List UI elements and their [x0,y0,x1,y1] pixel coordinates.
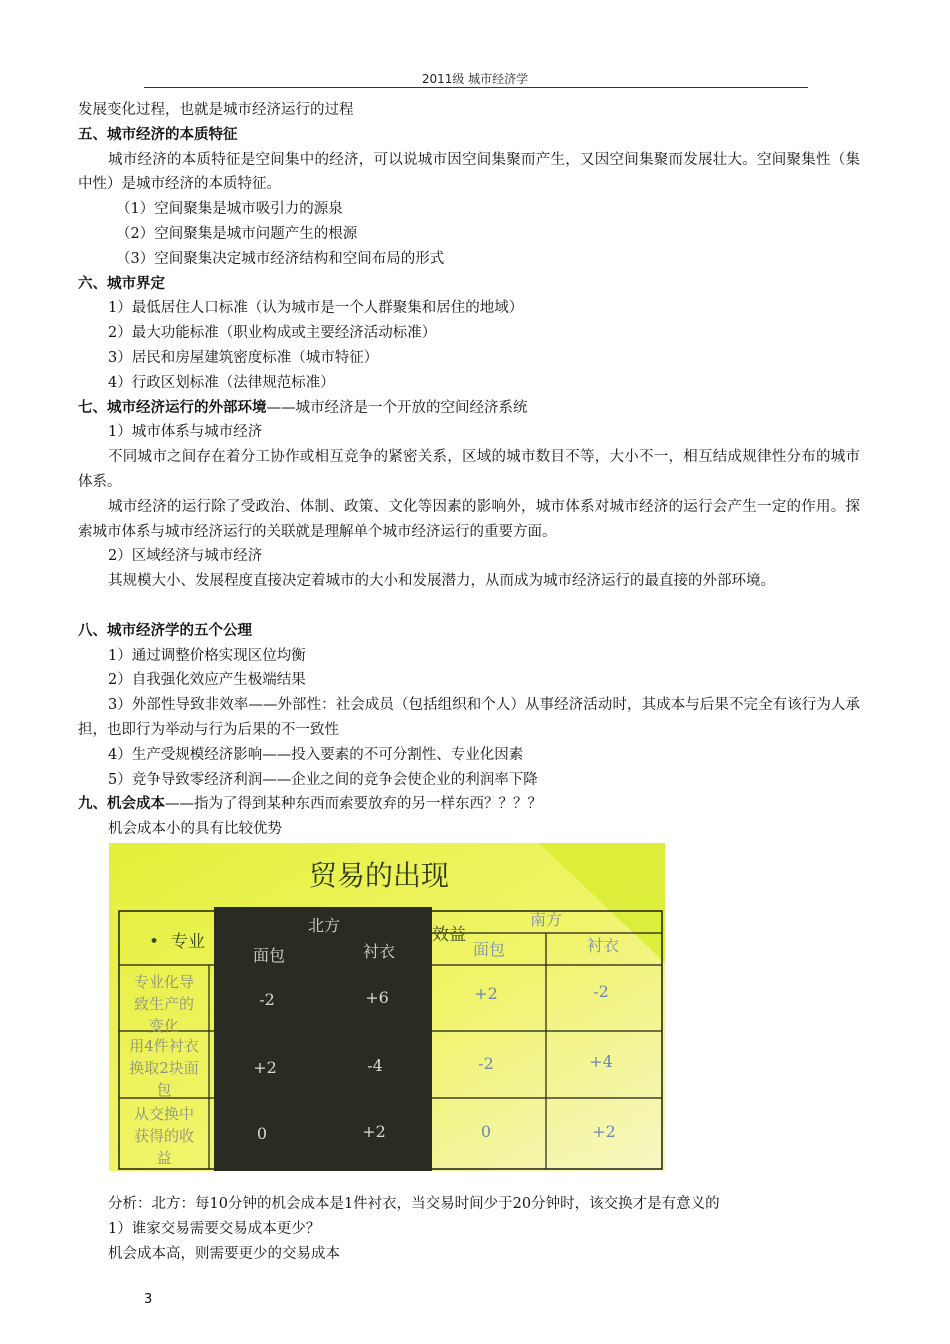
slide-title: 贸易的出现 [308,859,450,892]
paragraph: 其规模大小、发展程度直接决定着城市的大小和发展潜力，从而成为城市经济运行的最直接的外部环境。 [108,573,775,590]
page-number: 3 [144,1292,153,1307]
slide-col-header: 面包 [252,946,286,965]
slide-row-label: 换取2块面 [129,1059,199,1077]
body-line: 机会成本小的具有比较优势 [108,821,282,838]
slide-north-header: 北方 [307,916,341,935]
section-heading-7: 七、城市经济运行的外部环境 [78,399,267,416]
body-line: 分析：北方：每10分钟的机会成本是1件衬衣，当交易时间少于20分钟时，该交换才是有意义的 [108,1196,720,1212]
slide-cell: -2 [593,982,609,1001]
section-heading-9-line [78,792,860,817]
slide-row-label: 包 [156,1081,172,1099]
slide-row-label: 从交换中 [133,1105,195,1123]
body-line: 1）谁家交易需要交易成本更少？ [108,1220,321,1237]
list-item: 4）生产受规模经济影响——投入要素的不可分割性、专业化因素 [108,746,524,763]
slide-cell: 0 [256,1124,268,1143]
slide-cell: -2 [478,1054,494,1073]
slide-cell: -4 [367,1056,383,1075]
slide-bullet: • [149,932,160,952]
slide-cell: +2 [362,1122,386,1141]
paragraph: 不同城市之间存在着分工协作或相互竞争的紧密关系，区域的城市数目不等，大小不一，相互结成规律性分布的城市体系。 [78,449,860,490]
section-heading-6: 六、城市界定 [78,275,165,292]
slide-corner-text: 效益 [432,925,466,945]
list-item: 1）通过调整价格实现区位均衡 [108,647,306,664]
slide-dark-block [214,907,432,1171]
slide-south-header: 南方 [529,910,563,929]
slide-row-label: 益 [156,1149,172,1167]
slide-cell: +4 [589,1052,613,1071]
list-item: （1）空间聚集是城市吸引力的源泉 [116,201,343,218]
list-item: （3）空间聚集决定城市经济结构和空间布局的形式 [116,250,445,267]
heading-note: ——指为了得到某种东西而索要放弃的另一样东西？？？？ [165,796,542,813]
slide-photo-drawing [109,843,665,1171]
list-item: 2）自我强化效应产生极端结果 [108,672,306,689]
slide-cell: +2 [474,984,498,1003]
header-rule [144,87,808,88]
slide-row-label: 获得的收 [133,1127,195,1145]
paragraph: 城市经济的运行除了受政治、体制、政策、文化等因素的影响外，城市体系对城市经济的运行会产生一定的作用。探索城市体系与城市经济运行的关联就是理解单个城市经济运行的重要方面。 [78,498,860,540]
list-item: 5）竞争导致零经济利润——企业之间的竞争会使企业的利润率下降 [108,771,538,788]
slide-row-label: 致生产的 [133,995,195,1013]
list-item: （2）空间聚集是城市问题产生的根源 [116,225,358,242]
list-item: 2）区域经济与城市经济 [108,548,263,565]
paragraph: 城市经济的本质特征是空间集中的经济，可以说城市因空间集聚而产生，又因空间集聚而发展壮大。空间聚集性（集中性）是城市经济的本质特征。 [78,151,860,193]
body-line: 机会成本高，则需要更少的交易成本 [108,1245,340,1262]
slide-cell: +2 [592,1122,616,1141]
slide-row-label: 变化 [148,1017,180,1035]
page-header: 2011级 城市经济学 [421,72,529,86]
slide-photo [109,843,665,1171]
section-heading-9: 九、机会成本 [78,796,165,813]
list-item: 4）行政区划标准（法律规范标准） [108,374,335,391]
analysis-block [78,1192,860,1266]
slide-col-header: 衬衣 [362,942,396,961]
body-line: 发展变化过程，也就是城市经济运行的过程 [78,102,354,118]
list-item: 1）城市体系与城市经济 [108,424,263,441]
slide-row-label: 专业化导 [133,973,195,991]
section-heading-8: 八、城市经济学的五个公理 [78,622,252,639]
heading-note: ——城市经济是一个开放的空间经济系统 [266,399,528,416]
slide-cell: +6 [365,988,389,1007]
section-heading-5: 五、城市经济的本质特征 [78,126,238,143]
list-item: 2）最大功能标准（职业构成或主要经济活动标准） [108,325,437,342]
slide-cell: +2 [253,1058,277,1077]
slide-row-label: 用4件衬衣 [129,1037,199,1055]
list-item: 1）最低居住人口标准（认为城市是一个人群聚集和居住的地域） [108,300,524,317]
section-heading-7-line [78,396,860,421]
slide-cell: 0 [480,1122,492,1141]
slide-corner-text: 专业 [171,932,205,952]
slide-col-header: 衬衣 [586,936,620,955]
slide-col-header: 面包 [472,940,506,959]
slide-cell: -2 [259,990,275,1009]
document-body [78,98,860,842]
paragraph: 3）外部性导致非效率——外部性：社会成员（包括组织和个人）从事经济活动时，其成本与后果不完全有该行为人承担，也即行为举动与行为后果的不一致性 [78,697,860,738]
list-item: 3）居民和房屋建筑密度标准（城市特征） [108,349,379,366]
